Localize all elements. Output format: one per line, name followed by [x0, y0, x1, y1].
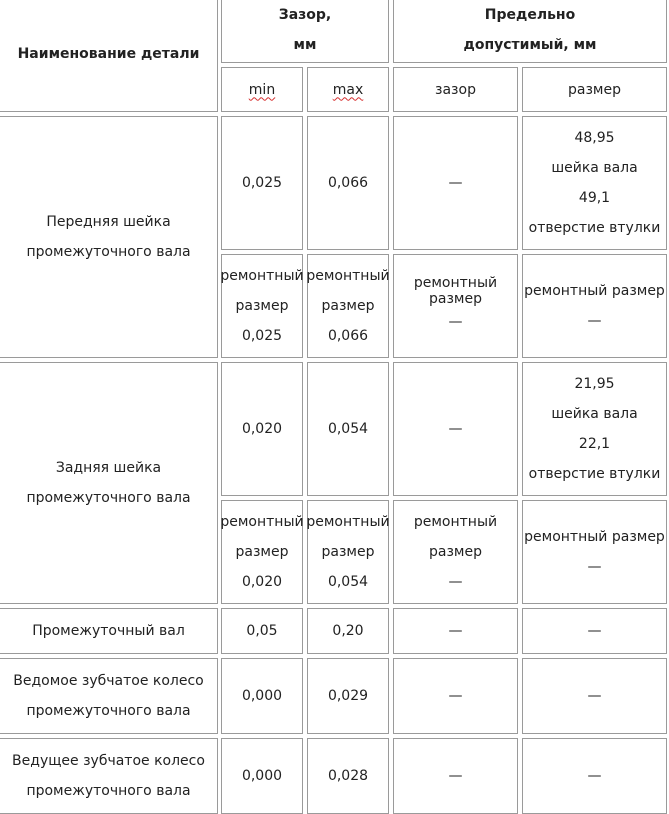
driving-size-cell: [522, 738, 667, 814]
rear-size-4: отверстие втулки: [528, 466, 661, 482]
header-limit-line2: допустимый, мм: [463, 36, 597, 53]
rear-size-2: шейка вала: [551, 406, 638, 422]
rear-max-cell: [307, 362, 389, 496]
driving-name-line2: промежуточного вала: [26, 783, 191, 799]
header-size-sub-cell: [522, 67, 667, 112]
header-limit-cell: [393, 0, 667, 63]
header-size-sub: размер: [568, 81, 621, 98]
shaft-min-cell: [221, 608, 303, 654]
front-repair-gap-3: —: [448, 314, 463, 330]
front-size-2: шейка вала: [551, 160, 638, 176]
front-repair-max-cell: [307, 254, 389, 358]
driven-size-cell: [522, 658, 667, 734]
front-size-4: отверстие втулки: [528, 220, 661, 236]
front-size-cell: [522, 116, 667, 250]
shaft-size-cell: [522, 608, 667, 654]
header-gap-sub-cell: [393, 67, 518, 112]
front-name-cell: [0, 116, 218, 358]
rear-size-cell: [522, 362, 667, 496]
rear-repair-max-1: ремонтный: [306, 514, 390, 530]
driving-min: 0,000: [241, 768, 283, 784]
rear-repair-size-cell: [522, 500, 667, 604]
front-repair-gap-1: ремонтный: [413, 275, 498, 291]
rear-repair-gap-2: размер: [429, 544, 482, 560]
driving-gap: —: [448, 768, 463, 784]
front-repair-min-cell: [221, 254, 303, 358]
front-repair-max-3: 0,066: [327, 328, 369, 344]
header-max: max: [332, 81, 364, 98]
driven-min-cell: [221, 658, 303, 734]
front-size-1: 48,95: [574, 130, 615, 146]
header-min-cell: [221, 67, 303, 112]
rear-repair-min-2: размер: [235, 544, 289, 560]
driven-name-line2: промежуточного вала: [26, 703, 191, 719]
front-repair-min-1: ремонтный: [220, 268, 304, 284]
front-gap: —: [448, 175, 463, 191]
front-min: 0,025: [241, 175, 283, 191]
rear-min: 0,020: [241, 421, 283, 437]
driven-max: 0,029: [327, 688, 369, 704]
driving-min-cell: [221, 738, 303, 814]
front-min-cell: [221, 116, 303, 250]
front-size-3: 49,1: [578, 190, 611, 206]
header-name-cell: [0, 0, 218, 112]
front-repair-gap-2: размер: [429, 291, 482, 307]
header-limit-line1: Предельно: [484, 6, 576, 23]
rear-repair-gap-1: ремонтный: [413, 514, 498, 530]
front-repair-gap-cell: [393, 254, 518, 358]
shaft-gap-cell: [393, 608, 518, 654]
rear-max: 0,054: [327, 421, 369, 437]
driving-max-cell: [307, 738, 389, 814]
header-gap-line2: мм: [293, 36, 317, 53]
front-repair-size-1: ремонтный размер: [524, 283, 665, 299]
rear-size-1: 21,95: [574, 376, 615, 392]
rear-min-cell: [221, 362, 303, 496]
rear-gap: —: [448, 421, 463, 437]
front-max: 0,066: [327, 175, 369, 191]
front-repair-size-2: —: [587, 313, 602, 329]
rear-repair-gap-3: —: [448, 574, 463, 590]
front-repair-max-1: ремонтный: [306, 268, 390, 284]
front-name-line1: Передняя шейка: [46, 214, 171, 230]
rear-gap-cell: [393, 362, 518, 496]
driven-name-line1: Ведомое зубчатое колесо: [13, 673, 204, 689]
shaft-name-cell: [0, 608, 218, 654]
rear-repair-min-1: ремонтный: [220, 514, 304, 530]
rear-repair-max-cell: [307, 500, 389, 604]
front-repair-min-2: размер: [235, 298, 289, 314]
rear-repair-size-2: —: [587, 559, 602, 575]
shaft-size: —: [587, 623, 602, 639]
header-gap-line1: Зазор,: [278, 6, 332, 23]
header-max-cell: [307, 67, 389, 112]
driven-size: —: [587, 688, 602, 704]
front-repair-max-2: размер: [321, 298, 375, 314]
rear-repair-min-3: 0,020: [241, 574, 283, 590]
rear-repair-gap-cell: [393, 500, 518, 604]
driving-max: 0,028: [327, 768, 369, 784]
rear-name-cell: [0, 362, 218, 604]
driven-gap-cell: [393, 658, 518, 734]
front-name-line2: промежуточного вала: [26, 244, 191, 260]
driving-name-line1: Ведущее зубчатое колесо: [12, 753, 205, 769]
rear-repair-min-cell: [221, 500, 303, 604]
front-repair-size-cell: [522, 254, 667, 358]
driving-name-cell: [0, 738, 218, 814]
driven-min: 0,000: [241, 688, 283, 704]
rear-repair-max-3: 0,054: [327, 574, 369, 590]
shaft-name: Промежуточный вал: [32, 623, 185, 639]
rear-repair-max-2: размер: [321, 544, 375, 560]
shaft-min: 0,05: [246, 623, 278, 639]
front-gap-cell: [393, 116, 518, 250]
header-gap-cell: [221, 0, 389, 63]
front-repair-min-3: 0,025: [241, 328, 283, 344]
shaft-gap: —: [448, 623, 463, 639]
shaft-max-cell: [307, 608, 389, 654]
header-gap-sub: зазор: [435, 81, 476, 98]
front-max-cell: [307, 116, 389, 250]
driven-name-cell: [0, 658, 218, 734]
driven-gap: —: [448, 688, 463, 704]
header-name: Наименование детали: [17, 46, 200, 62]
driving-size: —: [587, 768, 602, 784]
driving-gap-cell: [393, 738, 518, 814]
rear-name-line1: Задняя шейка: [55, 460, 162, 476]
rear-repair-size-1: ремонтный размер: [524, 529, 665, 545]
shaft-max: 0,20: [332, 623, 364, 639]
rear-name-line2: промежуточного вала: [26, 490, 191, 506]
header-min: min: [248, 81, 276, 98]
rear-size-3: 22,1: [578, 436, 611, 452]
driven-max-cell: [307, 658, 389, 734]
